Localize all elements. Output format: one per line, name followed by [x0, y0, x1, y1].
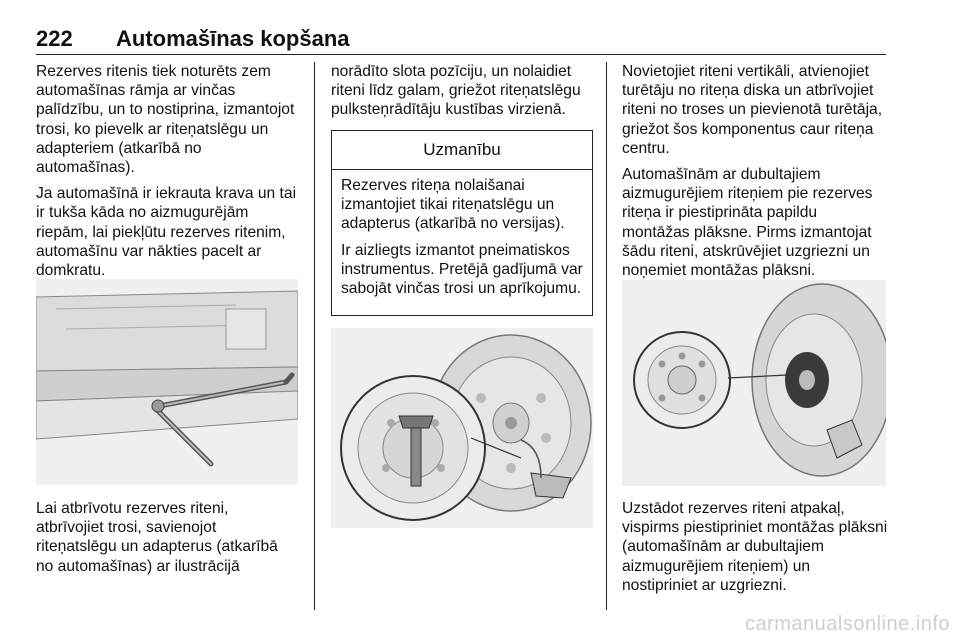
- warning-paragraph: Ir aizliegts izmantot pneimatiskos instrumentus. Pretējā gadījumā var sabojāt vinčas trosi un aprīkojumu.: [341, 241, 583, 298]
- figure-wheel-winch-detail: [331, 328, 593, 528]
- column-1: [36, 62, 298, 287]
- figure-wheel-wrench-under-vehicle: [36, 279, 298, 485]
- page-number: 222: [36, 26, 73, 51]
- column-divider: [606, 62, 607, 610]
- paragraph: Novietojiet riteni vertikāli, atvienojiet turētāju no riteņa diska un atbrīvojiet riteni no troses un pievienotā turētāja, griežot šos komponentus caur riteņa centru.: [622, 63, 883, 157]
- paragraph: Rezerves ritenis tiek noturēts zem automašīnas rāmja ar vinčas palīdzību, un to nostiprina, izmantojot trosi, ko pievelk ar riteņatslēgu un adapteriem (atkarībā no automašīnas).: [36, 63, 295, 177]
- chapter-title: Automašīnas kopšana: [116, 26, 350, 51]
- warning-title: Uzmanību: [332, 131, 592, 170]
- paragraph: Automašīnām ar dubultajiem aizmugurējiem riteņiem pie rezerves riteņa ir piestiprināta papildu montāžas plāksne. Pirms izmantojat šādu riteni, atskrūvējiet uzgriezni un noņemiet montāžas plāksni.: [622, 166, 873, 280]
- paragraph: norādīto slota pozīciju, un nolaidiet riteni līdz galam, griežot riteņatslēgu pulksteņrādītāju kustības virzienā.: [331, 63, 581, 119]
- figure-mounting-plate: [622, 280, 886, 486]
- paragraph: Ja automašīnā ir iekrauta krava un tai ir tukša kāda no aizmugurējām riepām, lai piekļūtu rezerves ritenim, automašīnu var nākties pacelt ar domkratu.: [36, 185, 297, 280]
- page-header: [36, 26, 886, 55]
- warning-box: [331, 130, 593, 316]
- column-divider: [314, 62, 315, 610]
- column-2: [331, 62, 593, 127]
- watermark-text: carmanualsonline.info: [744, 613, 950, 635]
- column-3: [622, 62, 888, 287]
- warning-paragraph: Rezerves riteņa nolaišanai izmantojiet tikai riteņatslēgu un adapterus (atkarībā no versijas).: [341, 177, 565, 233]
- paragraph: Uzstādot rezerves riteni atpakaļ, vispirms piestipriniet montāžas plāksni (automašīnām ar dubultajiem aizmugurējiem riteņiem) un nostipriniet ar uzgriezni.: [622, 500, 888, 594]
- paragraph: Lai atbrīvotu rezerves riteni, atbrīvojiet trosi, savienojot riteņatslēgu un adapterus (atkarībā no automašīnas) ar ilustrācijā: [36, 500, 278, 575]
